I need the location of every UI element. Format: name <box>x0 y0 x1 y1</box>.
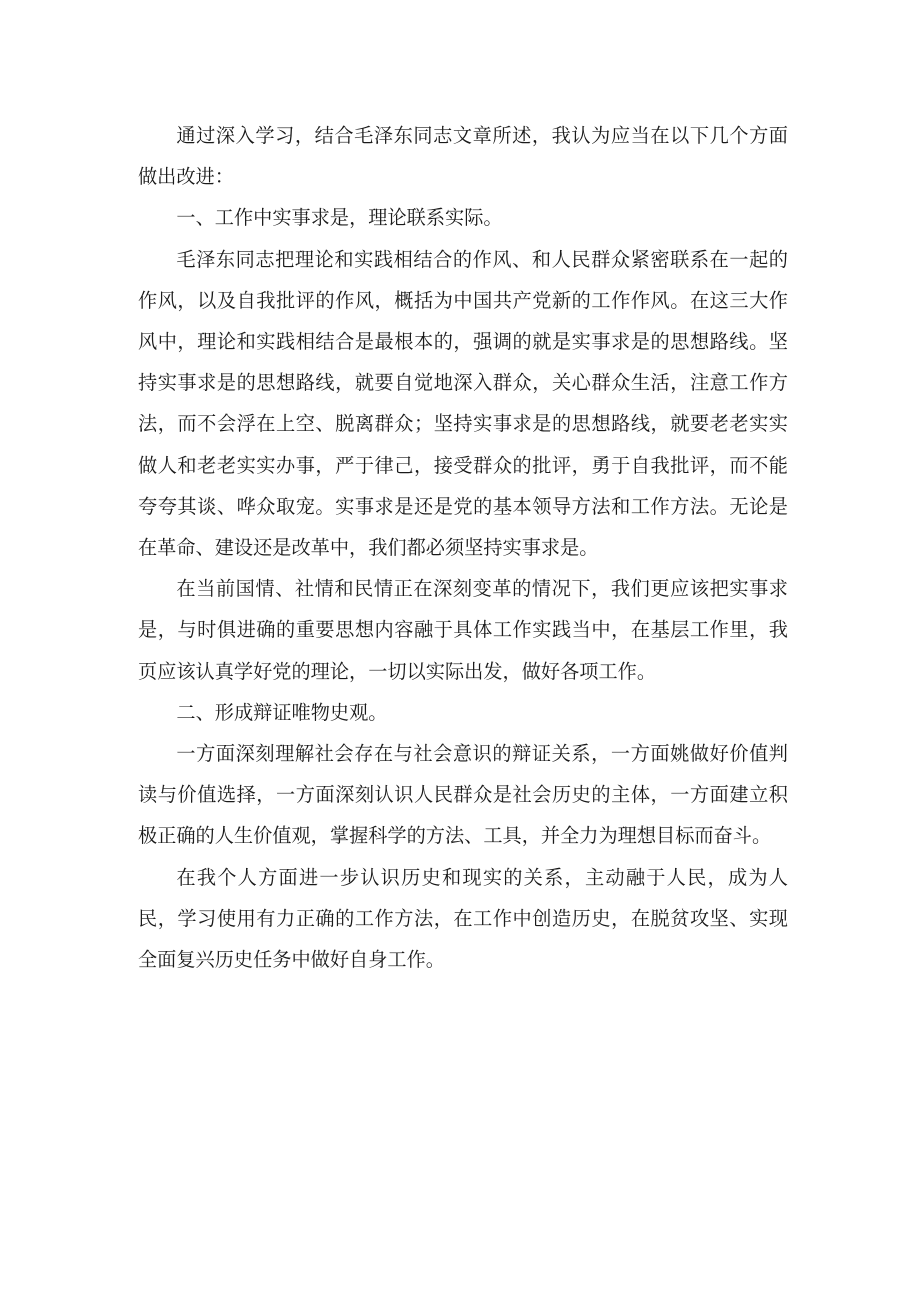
heading-section-2: 二、形成辩证唯物史观。 <box>176 700 388 724</box>
heading-section-1: 一、工作中实事求是，理论联系实际。 <box>176 206 503 230</box>
paragraph-section-2-body: 一方面深刻理解社会存在与社会意识的辩证关系，一方面姚做好价值判读与价值选择，一方面深刻认识人民群众是社会历史的主体，一方面建立积极正确的人生价值观，掌握科学的方法、工具，并全力为理想目标而奋斗。 <box>138 742 788 848</box>
paragraph-intro: 通过深入学习，结合毛泽东同志文章所述，我认为应当在以下几个方面做出改进： <box>138 124 788 189</box>
document-body <box>138 115 788 980</box>
paragraph-section-1-body: 毛泽东同志把理论和实践相结合的作风、和人民群众紧密联系在一起的作风，以及自我批评的作风，概括为中国共产党新的工作作风。在这三大作风中，理论和实践相结合是最根本的，强调的就是实事求是的思想路线。坚持实事求是的思想路线，就要自觉地深入群众，关心群众生活，注意工作方法，而不会浮在上空、脱离群众；坚持实事求是的思想路线，就要老老实实做人和老老实实办事，严于律己，接受群众的批评，勇于自我批评，而不能夸夸其谈、哗众取宠。实事求是还是党的基本领导方法和工作方法。无论是在革命、建设还是改革中，我们都必须坚持实事求是。 <box>138 247 788 560</box>
paragraph-section-2-personal: 在我个人方面进一步认识历史和现实的关系，主动融于人民，成为人民，学习使用有力正确的工作方法，在工作中创造历史，在脱贫攻坚、实现全面复兴历史任务中做好自身工作。 <box>138 865 788 972</box>
paragraph-section-1-conclusion: 在当前国情、社情和民情正在深刻变革的情况下，我们更应该把实事求是，与时俱进确的重要思想内容融于具体工作实践当中，在基层工作里，我页应该认真学好党的理论，一切以实际出发，做好各项工作。 <box>138 577 788 683</box>
